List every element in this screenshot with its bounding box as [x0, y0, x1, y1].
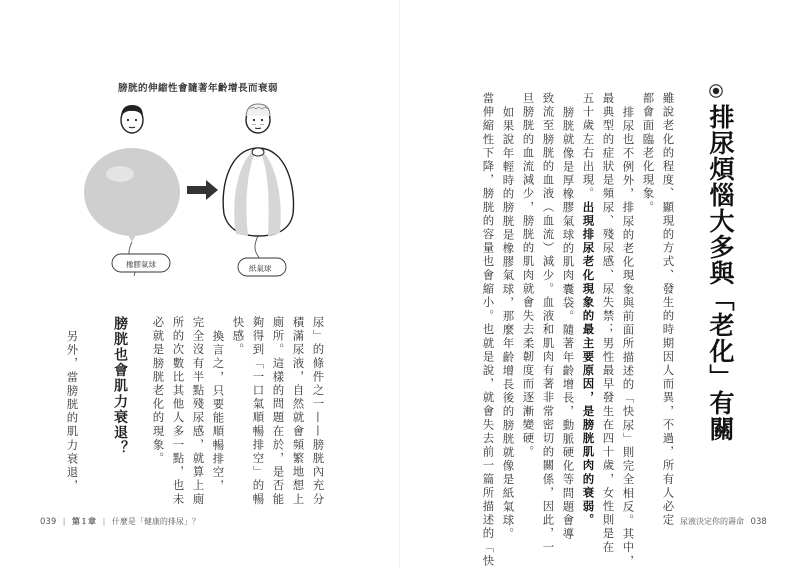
young-man-icon [121, 105, 143, 133]
right-footer [680, 516, 767, 527]
left-body-column: 快感。 [231, 316, 246, 357]
arrow-right-icon [187, 180, 218, 200]
right-body-column: 如果說年輕時的膀胱是橡膠氣球，那麼年齡增長後的膀胱就像是紙氣球。 [501, 106, 516, 542]
page-number: 038 [750, 517, 767, 527]
left-body-column: 夠得到「一口氣順暢排空」的暢 [251, 316, 266, 507]
book-title: 尿液決定你的壽命 [680, 517, 744, 526]
paper-balloon-label: 紙氣球 [249, 264, 272, 273]
left-body-column: 另外，當膀胱的肌力衰退， [65, 330, 80, 494]
paper-balloon-icon [223, 148, 293, 272]
emphasis-lead: 五十歲左右出現。 [581, 92, 596, 201]
left-body-column: 必就是膀胱老化的現象。 [151, 316, 166, 466]
left-body-column: 完全沒有半點殘尿感，就算上廁 [191, 316, 206, 507]
left-footer: 039 | 第１章 | 什麼是「健康的排尿」？ [40, 517, 200, 527]
right-body-column: 排尿也不例外，排尿的老化現象與前面所描述的「快尿」則完全相反。其中， [621, 106, 636, 568]
emphasis-text: 出現排尿老化現象的最主要原因，是膀胱肌肉的衰弱。 [581, 200, 596, 528]
right-body-column: 當伸縮性下降，膀胱的容量也會縮小。也就是說，就會失去前一篇所描述的「快 [481, 92, 496, 568]
title-bullet-icon [709, 84, 723, 98]
left-body-column: 尿」的條件之一——膀胱內充分 [311, 316, 326, 507]
right-body-column: 都會面臨老化現象。 [641, 92, 656, 215]
right-body-column: 雖說老化的程度、顯現的方式、發生的時期因人而異，不過，所有人必定 [661, 92, 676, 528]
left-body-column: 所的次數比其他人多一點，也未 [171, 316, 186, 507]
section-title: 排尿煩惱大多與「老化」有關 [706, 104, 735, 442]
chapter-number: 第１章 [72, 517, 97, 526]
right-body-column: 旦膀胱的血流減少，膀胱的肌肉就會失去柔韌度而逐漸變硬。 [521, 92, 536, 460]
right-body-column: 致流至膀胱的血液（血流）減少。血液和肌肉有著非常密切的關係，因此，一 [541, 92, 556, 555]
page-gutter [399, 0, 400, 568]
balloon-illustration [80, 96, 310, 296]
right-body-column: 膀胱就像是厚橡膠氣球的肌肉囊袋。隨著年齡增長，動脈硬化等問題會導 [561, 106, 576, 542]
rubber-balloon-label: 橡膠氣球 [126, 260, 156, 269]
page-number: 039 [40, 517, 57, 527]
figure-caption: 膀胱的伸縮性會隨著年齡增長而衰弱 [118, 83, 279, 94]
left-body-column: 廁所。這樣的問題在於，是否能 [271, 316, 286, 507]
right-body-column-emphasis [581, 92, 596, 528]
left-body-column: 換言之，只要能順暢排空， [211, 330, 226, 494]
section-subheading: 膀胱也會肌力衰退？ [112, 316, 128, 457]
old-man-icon [246, 104, 270, 133]
right-body-column: 最典型的症狀是頻尿、殘尿感、尿失禁；男性最早發生在四十歲，女性則是在 [601, 92, 616, 555]
left-body-column: 積滿尿液，自然就會頻繁地想上 [291, 316, 306, 507]
chapter-title: 什麼是「健康的排尿」？ [111, 517, 200, 526]
